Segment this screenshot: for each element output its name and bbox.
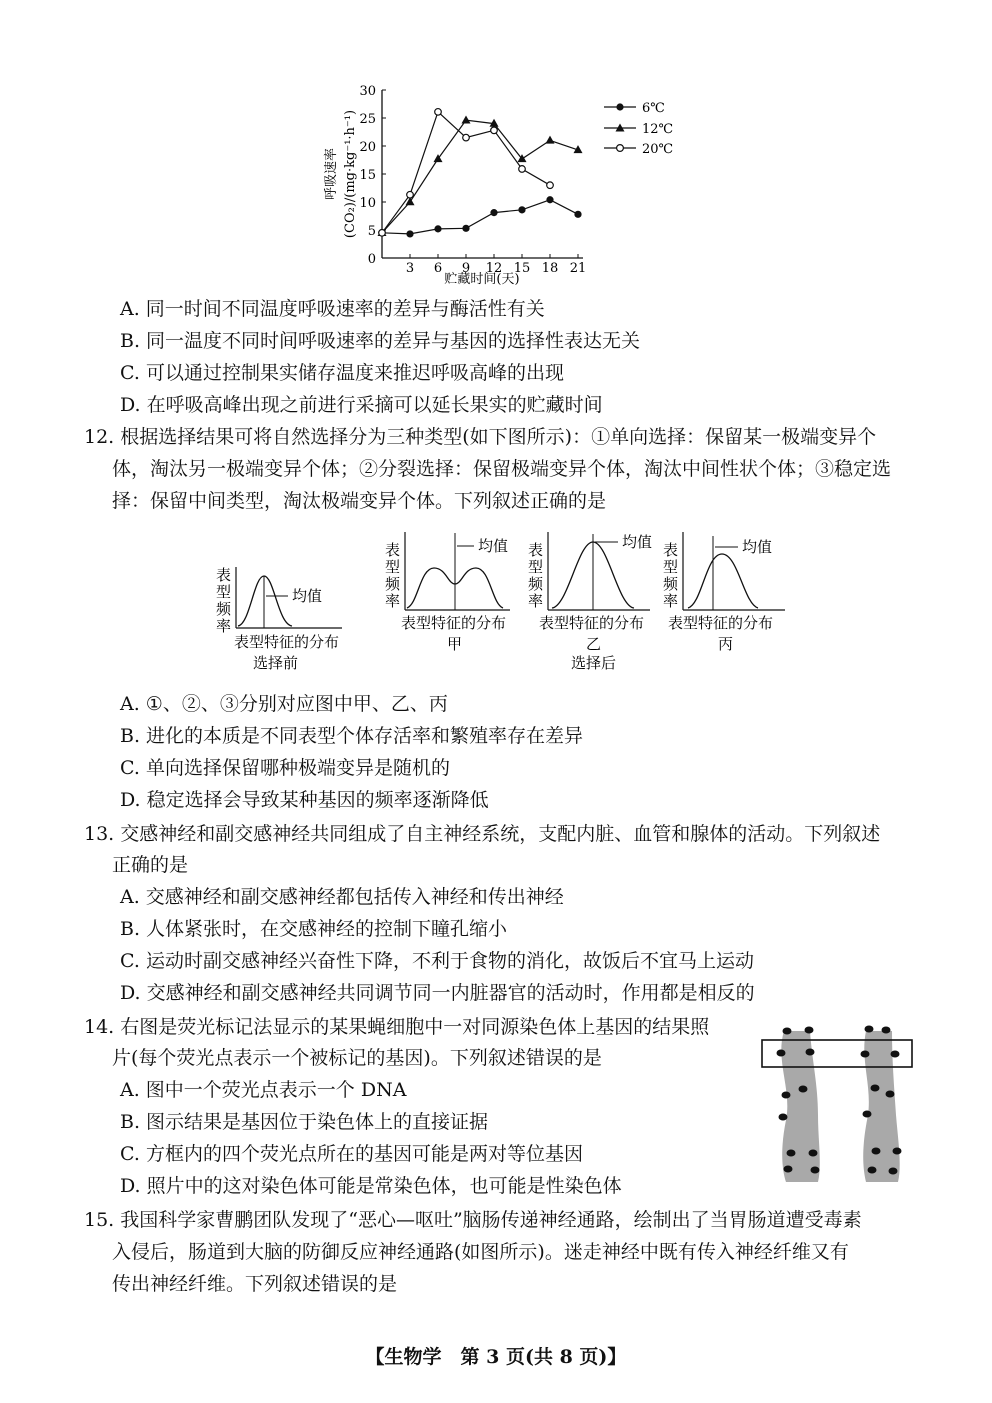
x-tick-label: 18 (541, 261, 559, 276)
y-tick-label: 15 (359, 168, 376, 183)
q12-stem-line-1: 12. 根据选择结果可将自然选择分为三种类型(如下图所示)：①单向选择：保留某一极端变异个 (84, 426, 877, 448)
ylabel-char: 型 (216, 583, 232, 601)
ylabel-char: 率 (385, 592, 401, 610)
legend-6c: 6℃ (642, 101, 665, 116)
label-before-selection: 选择前 (253, 654, 299, 672)
q11-option-b: B. 同一温度不同时间呼吸速率的差异与基因的选择性表达无关 (120, 330, 641, 352)
q12-stem-line-3: 择：保留中间类型，淘汰极端变异个体。下列叙述正确的是 (112, 490, 607, 512)
ylabel-char: 频 (216, 600, 232, 618)
q14-option-d: D. 照片中的这对染色体可能是常染色体，也可能是性染色体 (120, 1175, 622, 1197)
ylabel-char: 率 (216, 617, 232, 635)
x-tick-label: 6 (433, 261, 443, 276)
ylabel-char: 表 (528, 541, 544, 559)
chart-y-label-2: (CO₂)/(mg·kg⁻¹·h⁻¹) (343, 109, 358, 239)
q11-option-c: C. 可以通过控制果实储存温度来推迟呼吸高峰的出现 (120, 362, 564, 384)
ylabel-char: 型 (663, 558, 679, 576)
chart-x-label: 贮藏时间(天) (444, 272, 520, 287)
y-tick-label: 30 (359, 84, 376, 99)
ylabel-char: 频 (385, 575, 401, 593)
mean-label-bing: 均值 (742, 538, 773, 556)
x-tick-label: 3 (405, 261, 415, 276)
q13-option-a: A. 交感神经和副交感神经都包括传入神经和传出神经 (120, 886, 564, 908)
y-tick-label: 5 (367, 224, 376, 239)
label-after-selection: 选择后 (571, 654, 617, 672)
q13-option-b: B. 人体紧张时，在交感神经的控制下瞳孔缩小 (120, 918, 508, 940)
xlabel-jia: 表型特征的分布 (401, 614, 507, 632)
xlabel-bing: 表型特征的分布 (668, 614, 774, 632)
legend-12c: 12℃ (642, 122, 674, 137)
q14-stem-line-1: 14. 右图是荧光标记法显示的某果蝇细胞中一对同源染色体上基因的结果照 (84, 1016, 710, 1038)
mean-label-yi: 均值 (622, 533, 653, 551)
q13-stem-line-1: 13. 交感神经和副交感神经共同组成了自主神经系统，支配内脏、血管和腺体的活动。下列叙述 (84, 823, 881, 845)
xlabel-before: 表型特征的分布 (234, 633, 340, 651)
q15-stem-line-3: 传出神经纤维。下列叙述错误的是 (112, 1273, 398, 1295)
ylabel-char: 表 (663, 541, 679, 559)
page-footer: 【生物学 第 3 页(共 8 页)】 (365, 1346, 627, 1368)
q14-option-c: C. 方框内的四个荧光点所在的基因可能是两对等位基因 (120, 1143, 583, 1165)
q15-stem-line-2: 入侵后，肠道到大脑的防御反应神经通路(如图所示)。迷走神经中既有传入神经纤维又有 (112, 1241, 849, 1263)
ylabel-char: 率 (663, 592, 679, 610)
q14-option-b: B. 图示结果是基因位于染色体上的直接证据 (120, 1111, 489, 1133)
q12-option-d: D. 稳定选择会导致某种基因的频率逐渐降低 (120, 789, 489, 811)
q12-stem-line-2: 体，淘汰另一极端变异个体；②分裂选择：保留极端变异个体，淘汰中间性状个体；③稳定选 (112, 458, 892, 480)
q13-option-d: D. 交感神经和副交感神经共同调节同一内脏器官的活动时，作用都是相反的 (120, 982, 755, 1004)
q11-option-a: A. 同一时间不同温度呼吸速率的差异与酶活性有关 (120, 298, 545, 320)
q11-option-d: D. 在呼吸高峰出现之前进行采摘可以延长果实的贮藏时间 (120, 394, 603, 416)
label-bing: 丙 (718, 635, 734, 653)
y-tick-label: 25 (359, 112, 376, 127)
y-tick-label: 10 (359, 196, 376, 211)
label-jia: 甲 (447, 635, 463, 653)
q13-option-c: C. 运动时副交感神经兴奋性下降，不利于食物的消化，故饭后不宜马上运动 (120, 950, 754, 972)
ylabel-char: 频 (528, 575, 544, 593)
ylabel-char: 型 (385, 558, 401, 576)
y-tick-label: 20 (359, 140, 376, 155)
label-yi: 乙 (586, 635, 602, 653)
ylabel-char: 率 (528, 592, 544, 610)
x-tick-label: 12 (485, 261, 503, 276)
q14-option-a: A. 图中一个荧光点表示一个 DNA (120, 1079, 407, 1101)
q12-option-a: A. ①、②、③分别对应图中甲、乙、丙 (120, 693, 448, 715)
x-tick-label: 15 (513, 261, 531, 276)
ylabel-char: 表 (385, 541, 401, 559)
q13-stem-line-2: 正确的是 (112, 854, 189, 876)
chromosome-left (781, 1031, 819, 1182)
y-tick-label: 0 (367, 252, 376, 267)
q15-stem-line-1: 15. 我国科学家曹鹏团队发现了“恶心—呕吐”脑肠传递神经通路，绘制出了当胃肠道遭受毒素 (84, 1209, 862, 1231)
mean-label-jia: 均值 (478, 537, 509, 555)
xlabel-yi: 表型特征的分布 (539, 614, 645, 632)
chart-y-label-1: 呼吸速率 (324, 147, 339, 201)
q12-option-b: B. 进化的本质是不同表型个体存活率和繁殖率存在差异 (120, 725, 584, 747)
legend-20c: 20℃ (642, 142, 674, 157)
mean-label-before: 均值 (292, 587, 323, 605)
ylabel-char: 频 (663, 575, 679, 593)
ylabel-char: 表 (216, 566, 232, 584)
x-tick-label: 21 (569, 261, 587, 276)
x-tick-label: 9 (461, 261, 471, 276)
q14-stem-line-2: 片(每个荧光点表示一个被标记的基因)。下列叙述错误的是 (112, 1047, 602, 1069)
ylabel-char: 型 (528, 558, 544, 576)
q12-option-c: C. 单向选择保留哪种极端变异是随机的 (120, 757, 450, 779)
